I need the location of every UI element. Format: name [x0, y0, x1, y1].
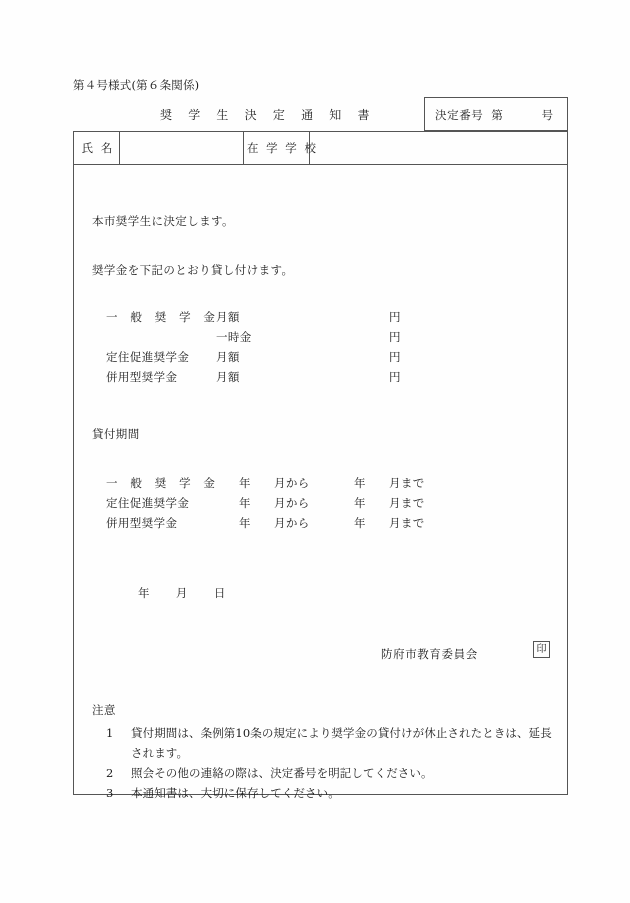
statement-decision: 本市奨学生に決定します。	[92, 214, 234, 228]
period-from-year: 年	[239, 516, 251, 530]
issue-date-line	[138, 585, 226, 601]
date-year: 年	[138, 586, 150, 600]
decision-number-line	[435, 107, 554, 123]
statement-loan: 奨学金を下記のとおり貸し付けます。	[92, 263, 294, 277]
note-item	[106, 763, 558, 783]
amount-unit: 円	[389, 330, 401, 344]
date-month: 月	[175, 586, 188, 600]
amount-kind: 月額	[216, 370, 240, 384]
amount-kind: 一時金	[216, 330, 252, 344]
page-title: 奨 学 生 決 定 通 知 書	[160, 108, 376, 122]
period-from-year: 年	[239, 476, 251, 490]
period-from-year: 年	[239, 496, 251, 510]
note-text: 貸付期間は、条例第10条の規定により奨学金の貸付けが休止されたときは、延長されます。	[131, 726, 552, 760]
school-field[interactable]	[310, 132, 567, 164]
period-name: 一 般 奨 学 金	[106, 476, 220, 490]
period-to-month: 月まで	[389, 496, 425, 510]
note-text: 照会その他の連絡の際は、決定番号を明記してください。	[131, 766, 433, 780]
note-number: 1	[106, 726, 114, 740]
period-from-month: 月から	[274, 476, 310, 490]
decision-number-prefix: 第	[491, 108, 504, 122]
period-to-month: 月まで	[389, 516, 425, 530]
amount-unit: 円	[389, 350, 401, 364]
seal-stamp-icon: 印	[533, 641, 550, 658]
note-number: 3	[106, 786, 114, 800]
amount-name: 併用型奨学金	[106, 370, 178, 384]
amount-name: 定住促進奨学金	[106, 350, 190, 364]
form-body	[74, 165, 567, 800]
note-item	[106, 723, 558, 763]
period-to-year: 年	[354, 476, 366, 490]
issuer-name: 防府市教育委員会	[381, 647, 478, 661]
period-from-month: 月から	[274, 496, 310, 510]
period-to-year: 年	[354, 516, 366, 530]
period-to-year: 年	[354, 496, 366, 510]
period-from-month: 月から	[274, 516, 310, 530]
amount-kind: 月額	[216, 310, 240, 324]
note-item	[106, 783, 558, 803]
period-section-title: 貸付期間	[92, 427, 140, 441]
date-day: 日	[213, 586, 226, 600]
name-field[interactable]	[120, 132, 244, 164]
period-to-month: 月まで	[389, 476, 425, 490]
decision-number-suffix: 号	[541, 108, 554, 122]
amount-kind: 月額	[216, 350, 240, 364]
decision-number-label: 決定番号	[435, 108, 484, 122]
amount-unit: 円	[389, 310, 401, 324]
note-number: 2	[106, 766, 114, 780]
decision-number-box	[424, 97, 568, 131]
notes-title: 注意	[92, 703, 116, 717]
period-name: 定住促進奨学金	[106, 496, 190, 510]
name-label: 氏 名	[74, 132, 120, 164]
identity-row	[74, 132, 567, 165]
form-number: 第４号様式(第６条関係)	[73, 78, 200, 92]
note-text: 本通知書は、大切に保存してください。	[131, 786, 340, 800]
school-label: 在 学 学 校	[244, 132, 310, 164]
form-frame	[73, 131, 568, 800]
amount-name: 一 般 奨 学 金	[106, 310, 220, 324]
period-name: 併用型奨学金	[106, 516, 178, 530]
amount-unit: 円	[389, 370, 401, 384]
